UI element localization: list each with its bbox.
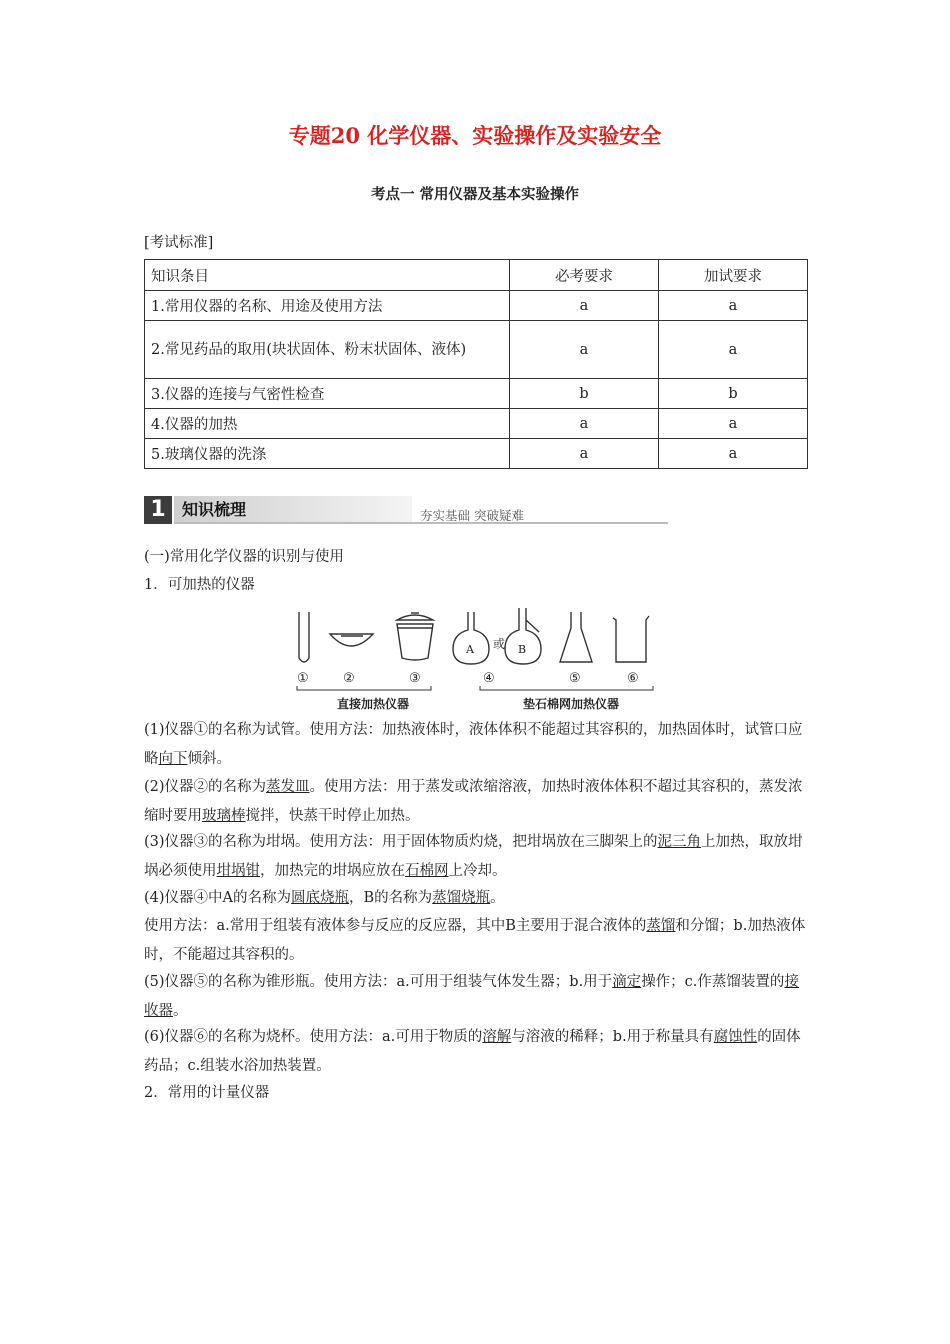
header-cell: 知识条目 bbox=[145, 260, 510, 291]
table-cell: 3.仪器的连接与气密性检查 bbox=[145, 379, 510, 409]
answer-underline: 滴定 bbox=[612, 974, 642, 990]
round-bottom-flask-icon bbox=[453, 612, 489, 664]
header-cell: 加试要求 bbox=[659, 260, 808, 291]
paragraph-flasks bbox=[144, 884, 810, 913]
paragraph-flask-usage bbox=[144, 912, 810, 969]
text: 上加热，取放坩埚必须使用 bbox=[144, 834, 803, 879]
table-cell: a bbox=[659, 409, 808, 439]
text: 与溶液的稀释；b.用于称量具有 bbox=[511, 1029, 714, 1045]
text: 。使用方法：用于蒸发或浓缩溶液，加热时液体体积不超过其容积的，蒸发浓缩时要用 bbox=[144, 779, 803, 824]
answer-underline: 向下 bbox=[158, 750, 188, 767]
text: 使用方法：a.常用于组装有液体参与反应的反应器，其中B主要用于混合液体的 bbox=[144, 918, 647, 934]
text: (5)仪器⑤的名称为锥形瓶。使用方法：a.可用于组装气体发生器；b.用于 bbox=[144, 974, 613, 990]
text: 操作；c.作蒸馏装置的 bbox=[641, 974, 785, 990]
answer-underline: 泥三角 bbox=[657, 834, 702, 850]
answer-underline: 蒸发皿 bbox=[266, 779, 310, 795]
table-cell: 1.常用仪器的名称、用途及使用方法 bbox=[145, 291, 510, 321]
instrument-number: ② bbox=[343, 671, 355, 686]
section-subtitle: 考点一 常用仪器及基本实验操作 bbox=[370, 186, 580, 203]
distilling-flask-icon bbox=[505, 608, 541, 664]
text: ，加热完的坩埚应放在 bbox=[260, 862, 405, 879]
section-name: 知识梳理 bbox=[174, 496, 412, 524]
table-cell: 5.玻璃仪器的洗涤 bbox=[145, 439, 510, 469]
flask-b-label: B bbox=[518, 643, 527, 656]
section-number: 1 bbox=[144, 496, 172, 524]
table-cell: a bbox=[659, 439, 808, 469]
table-header-row bbox=[145, 260, 808, 291]
text: 的固体药品；c.组装水浴加热装置。 bbox=[144, 1029, 801, 1074]
paragraph-evaporating-dish bbox=[144, 773, 810, 830]
instrument-number: ① bbox=[297, 671, 309, 686]
group-bracket bbox=[297, 686, 431, 690]
beaker-icon bbox=[613, 616, 649, 662]
standards-label: [考试标准] bbox=[144, 235, 214, 251]
text: 和分馏；b.加热液体时，不能超过其容积的。 bbox=[144, 918, 806, 963]
or-text: 或 bbox=[493, 637, 506, 651]
table-cell: 2.常见药品的取用(块状固体、粉末状固体、液体) bbox=[145, 321, 510, 379]
answer-underline: 蒸馏 bbox=[646, 918, 676, 934]
table-row bbox=[145, 409, 808, 439]
section-banner bbox=[144, 496, 524, 526]
paragraph-crucible bbox=[144, 828, 810, 885]
heading-instrument-use: (一)常用化学仪器的识别与使用 bbox=[144, 549, 344, 565]
group-bracket bbox=[480, 686, 653, 690]
answer-underline: 圆底烧瓶 bbox=[291, 890, 350, 906]
text: (4)仪器④中A的名称为 bbox=[144, 890, 292, 906]
text: (6)仪器⑥的名称为烧杯。使用方法：a.可用于物质的 bbox=[144, 1029, 483, 1045]
answer-underline: 接收器 bbox=[144, 974, 799, 1019]
text: 上冷却。 bbox=[448, 862, 507, 879]
answer-underline: 腐蚀性 bbox=[713, 1029, 758, 1045]
text: (2)仪器②的名称为 bbox=[144, 779, 267, 795]
table-cell: a bbox=[510, 291, 659, 321]
table-cell: a bbox=[510, 321, 659, 379]
conical-flask-icon bbox=[560, 612, 592, 662]
answer-underline: 溶解 bbox=[482, 1029, 512, 1045]
table-row bbox=[145, 321, 808, 379]
table-row bbox=[145, 291, 808, 321]
table-cell: a bbox=[659, 291, 808, 321]
text: 搅拌，快蒸干时停止加热。 bbox=[245, 807, 420, 824]
group-label-gauze: 垫石棉网加热仪器 bbox=[523, 697, 620, 711]
instrument-number: ③ bbox=[409, 671, 421, 686]
answer-underline: 石棉网 bbox=[405, 862, 449, 879]
table-cell: b bbox=[510, 379, 659, 409]
text: 。 bbox=[173, 1002, 188, 1019]
flask-a-label: A bbox=[466, 643, 474, 656]
crucible-icon bbox=[397, 613, 433, 660]
table-cell: a bbox=[510, 439, 659, 469]
instrument-number: ④ bbox=[483, 671, 495, 686]
answer-underline: 蒸馏烧瓶 bbox=[432, 890, 491, 906]
header-cell: 必考要求 bbox=[510, 260, 659, 291]
text: (3)仪器③的名称为坩埚。使用方法：用于固体物质灼烧，把坩埚放在三脚架上的 bbox=[144, 834, 658, 850]
text: (1)仪器①的名称为试管。使用方法：加热液体时，液体体积不能超过其容积的，加热固体时，试管口应略 bbox=[144, 722, 803, 767]
test-tube-icon bbox=[299, 612, 309, 662]
table-cell: 4.仪器的加热 bbox=[145, 409, 510, 439]
text: ，B的名称为 bbox=[349, 890, 433, 906]
table-row bbox=[145, 379, 808, 409]
heading-measuring: 2．常用的计量仪器 bbox=[144, 1085, 270, 1101]
table-cell: a bbox=[659, 321, 808, 379]
paragraph-test-tube bbox=[144, 716, 810, 773]
text: 。 bbox=[490, 890, 505, 906]
paragraph-conical-flask bbox=[144, 968, 810, 1025]
table-cell: a bbox=[510, 409, 659, 439]
table-cell: b bbox=[659, 379, 808, 409]
text: 倾斜。 bbox=[187, 750, 231, 767]
heading-heatable: 1．可加热的仪器 bbox=[144, 577, 255, 593]
answer-underline: 玻璃棒 bbox=[202, 807, 246, 824]
document-title: 专题20 化学仪器、实验操作及实验安全 bbox=[288, 123, 662, 148]
answer-underline: 坩埚钳 bbox=[216, 862, 260, 879]
heatable-instruments-figure bbox=[283, 606, 663, 716]
section-tagline: 夯实基础 突破疑难 bbox=[420, 508, 524, 523]
paragraph-beaker bbox=[144, 1023, 810, 1080]
standards-table bbox=[144, 259, 808, 469]
instrument-number: ⑤ bbox=[569, 671, 581, 686]
table-row bbox=[145, 439, 808, 469]
instrument-number: ⑥ bbox=[627, 671, 639, 686]
group-label-direct: 直接加热仪器 bbox=[337, 697, 410, 711]
